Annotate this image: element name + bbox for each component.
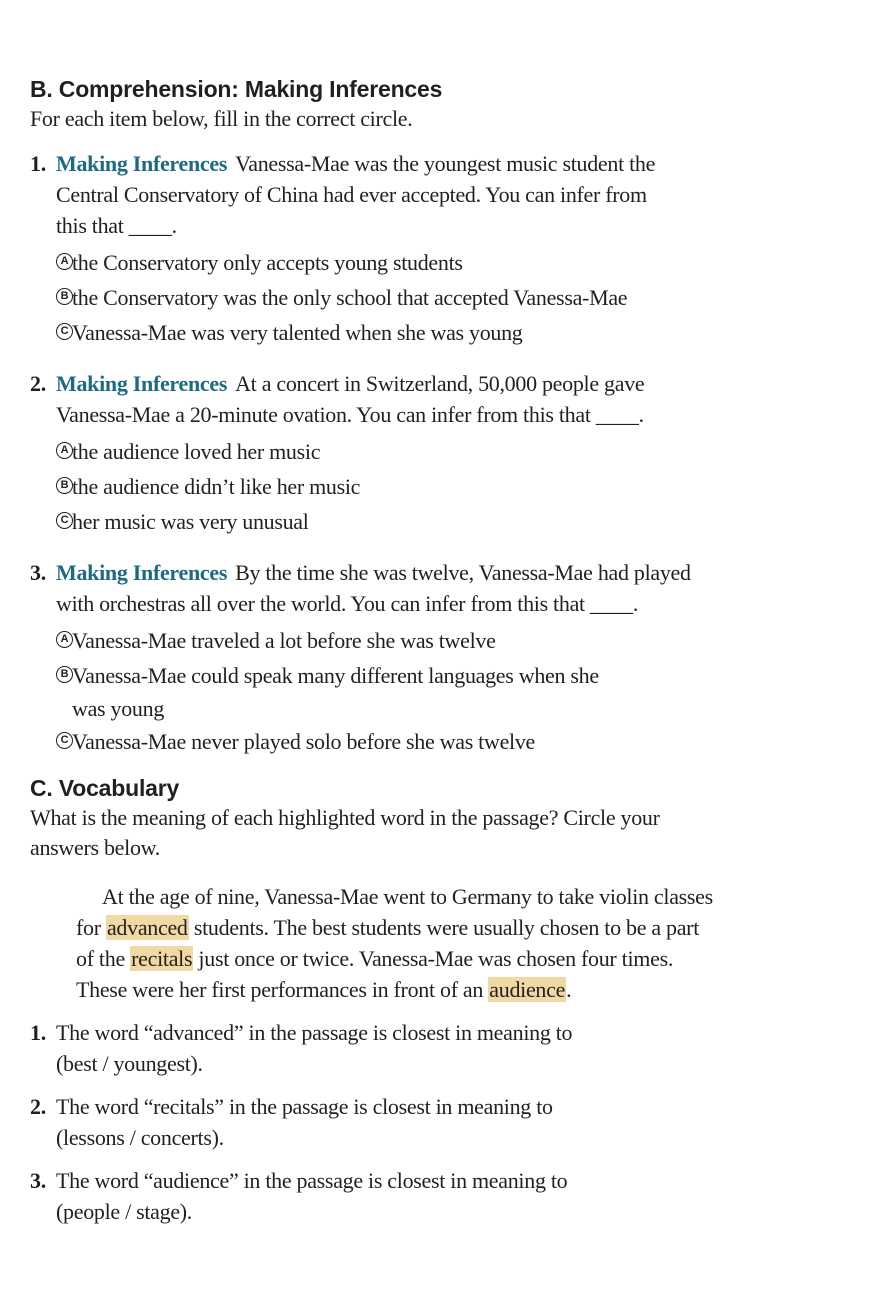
question-skill-label: Making Inferences — [56, 371, 228, 396]
option-circle-c-icon[interactable]: C — [56, 323, 73, 340]
question-stem: Vanessa-Mae a 20-minute ovation. You can infer from this that ____. — [56, 402, 644, 427]
answer-option-c[interactable] — [30, 504, 850, 539]
vocabulary-question-1 — [30, 1017, 850, 1079]
answer-choices[interactable]: (best / youngest). — [56, 1051, 203, 1076]
highlighted-word-recitals: recitals — [131, 946, 193, 971]
option-text: her music was very unusual — [72, 509, 309, 534]
reading-passage — [30, 881, 850, 1005]
option-text: Vanessa-Mae never played solo before she was twelve — [72, 729, 536, 754]
question-stem: Vanessa-Mae was the youngest music student the — [235, 151, 656, 176]
question-stem: By the time she was twelve, Vanessa-Mae had played — [235, 560, 691, 585]
section-c-heading: C. Vocabulary — [30, 775, 180, 801]
option-text-continued: was young — [72, 696, 165, 721]
option-text: the Conservatory only accepts young students — [72, 250, 463, 275]
question-number: 1. — [30, 151, 46, 176]
option-circle-b-icon[interactable]: B — [56, 666, 73, 683]
section-vocabulary — [30, 773, 850, 1227]
vocabulary-question-3 — [30, 1165, 850, 1227]
question-number: 2. — [30, 371, 46, 396]
highlighted-word-audience: audience — [489, 977, 566, 1002]
answer-option-a[interactable] — [30, 623, 850, 658]
passage-line: At the age of nine, Vanessa-Mae went to Germany to take violin classes — [102, 884, 713, 909]
answer-options — [30, 434, 850, 539]
section-b-heading: B. Comprehension: Making Inferences — [30, 76, 443, 102]
answer-option-a[interactable] — [30, 245, 850, 280]
passage-text: These were her first performances in front of an — [76, 977, 489, 1002]
answer-option-c[interactable] — [30, 315, 850, 350]
worksheet-page — [30, 74, 850, 1227]
question-stem: At a concert in Switzerland, 50,000 people gave — [235, 371, 645, 396]
option-circle-a-icon[interactable]: A — [56, 253, 73, 270]
answer-choices[interactable]: (people / stage). — [56, 1199, 193, 1224]
option-circle-c-icon[interactable]: C — [56, 512, 73, 529]
question-skill-label: Making Inferences — [56, 151, 228, 176]
comprehension-question-3 — [30, 557, 850, 619]
question-number: 3. — [30, 1168, 46, 1193]
answer-options — [30, 245, 850, 350]
question-stem: this that ____. — [56, 213, 177, 238]
passage-text: students. The best students were usually chosen to be a part — [188, 915, 700, 940]
passage-text: for — [76, 915, 106, 940]
question-number: 2. — [30, 1094, 46, 1119]
answer-option-b[interactable] — [30, 469, 850, 504]
option-text: Vanessa-Mae could speak many different languages when she — [72, 663, 599, 688]
option-text: the audience loved her music — [72, 439, 321, 464]
question-text: The word “advanced” in the passage is closest in meaning to — [56, 1020, 573, 1045]
answer-choices[interactable]: (lessons / concerts). — [56, 1125, 224, 1150]
option-circle-c-icon[interactable]: C — [56, 732, 73, 749]
answer-option-b[interactable] — [30, 280, 850, 315]
section-b-instruction: For each item below, fill in the correct circle. — [30, 106, 413, 131]
instruction-line: What is the meaning of each highlighted word in the passage? Circle your — [30, 805, 660, 830]
question-text: The word “recitals” in the passage is closest in meaning to — [56, 1094, 553, 1119]
comprehension-question-1 — [30, 148, 850, 241]
option-text: Vanessa-Mae traveled a lot before she was twelve — [72, 628, 496, 653]
answer-option-a[interactable] — [30, 434, 850, 469]
answer-option-c[interactable] — [30, 724, 850, 759]
section-c-instruction — [30, 803, 850, 863]
answer-options — [30, 623, 850, 759]
option-text: the audience didn’t like her music — [72, 474, 361, 499]
question-number: 1. — [30, 1020, 46, 1045]
option-circle-a-icon[interactable]: A — [56, 442, 73, 459]
passage-text: just once or twice. Vanessa-Mae was chosen four times. — [193, 946, 674, 971]
option-circle-b-icon[interactable]: B — [56, 288, 73, 305]
vocabulary-question-2 — [30, 1091, 850, 1153]
option-circle-b-icon[interactable]: B — [56, 477, 73, 494]
question-stem: with orchestras all over the world. You can infer from this that ____. — [56, 591, 639, 616]
question-stem: Central Conservatory of China had ever accepted. You can infer from — [56, 182, 647, 207]
option-text: the Conservatory was the only school that accepted Vanessa-Mae — [72, 285, 628, 310]
highlighted-word-advanced: advanced — [106, 915, 188, 940]
question-number: 3. — [30, 560, 46, 585]
passage-text: . — [566, 977, 572, 1002]
question-text: The word “audience” in the passage is closest in meaning to — [56, 1168, 568, 1193]
comprehension-question-2 — [30, 368, 850, 430]
passage-text: of the — [76, 946, 131, 971]
answer-option-b[interactable] — [30, 658, 850, 724]
question-skill-label: Making Inferences — [56, 560, 228, 585]
option-text: Vanessa-Mae was very talented when she was young — [72, 320, 523, 345]
option-circle-a-icon[interactable]: A — [56, 631, 73, 648]
section-comprehension — [30, 74, 850, 759]
instruction-line: answers below. — [30, 835, 161, 860]
